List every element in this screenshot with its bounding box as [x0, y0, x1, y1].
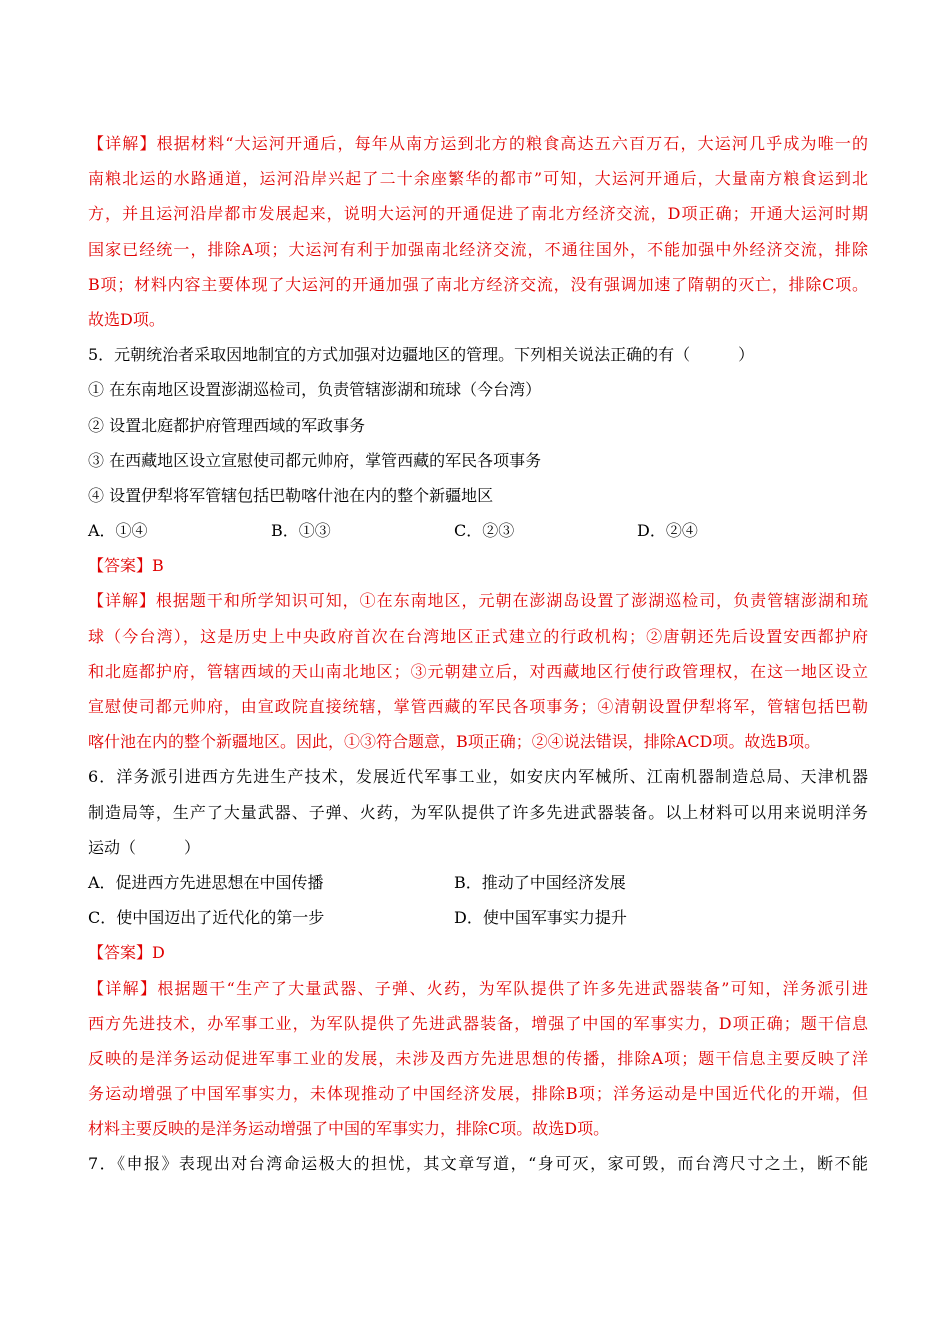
q5-item: ④ 设置伊犁将军管辖包括巴勒喀什池在内的整个新疆地区 [88, 485, 494, 505]
option-b: B．①③ [271, 521, 331, 541]
option-a: A．促进西方先进思想在中国传播 [88, 872, 324, 892]
option-c: C．使中国迈出了近代化的第一步 [88, 908, 325, 928]
option-d: D．②④ [637, 521, 698, 541]
q4-detail-line: 【详解】根据材料“大运河开通后，每年从南方运到北方的粮食高达五六百万石，大运河几乎成为唯一的 [88, 134, 868, 153]
q4-detail-line: 故选D项。 [88, 309, 165, 329]
q6-detail-line: 反映的是洋务运动促进军事工业的发展，未涉及西方先进思想的传播，排除A项；题干信息主要反映了洋 [88, 1048, 868, 1068]
q4-detail-line: B项；材料内容主要体现了大运河的开通加强了南北方经济交流，没有强调加速了隋朝的灭亡，排除C项。 [88, 274, 868, 294]
q6-detail-line: 材料主要反映的是洋务运动增强了中国的军事实力，排除C项。故选D项。 [88, 1119, 610, 1139]
q5-detail-line: 和北庭都护府，管辖西域的天山南北地区；③元朝建立后，对西藏地区行使行政管理权，在这一地区设立 [88, 661, 868, 681]
answer-value: B [152, 556, 164, 576]
q5-options [88, 513, 868, 548]
answer-tag: 【答案】 [88, 943, 153, 963]
q5-item: ① 在东南地区设置澎湖巡检司，负责管辖澎湖和琉球（今台湾） [88, 380, 542, 400]
q6-options-row [88, 865, 868, 900]
detail-tag: 【详解】 [88, 134, 157, 153]
q5-item: ② 设置北庭都护府管理西域的军政事务 [88, 415, 366, 435]
q4-detail-line: 南粮北运的水路通道，运河沿岸兴起了二十余座繁华的都市”可知，大运河开通后，大量南方粮食运到北 [88, 169, 868, 189]
q5-detail-line: 宣慰使司都元帅府，由宣政院直接统辖，掌管西藏的军民各项事务；④清朝设置伊犁将军，管辖包括巴勒 [88, 697, 868, 716]
q6-detail-line: 务运动增强了中国军事实力，未体现推动了中国经济发展，排除B项；洋务运动是中国近代化的开端，但 [88, 1084, 868, 1104]
option-a: A．①④ [88, 521, 148, 541]
q5-answer [88, 548, 868, 583]
q4-detail-line: 国家已经统一，排除A项；大运河有利于加强南北经济交流，不通往国外，不能加强中外经济交流，排除 [88, 239, 868, 259]
q6-stem-line: 运动（ ） [88, 837, 201, 857]
q6-options-row [88, 900, 868, 935]
q5-detail-line: 【详解】根据题干和所学知识可知，①在东南地区，元朝在澎湖岛设置了澎湖巡检司，负责管辖澎湖和琉 [88, 591, 868, 611]
q5-detail-line: 球（今台湾），这是历史上中央政府首次在台湾地区正式建立的行政机构；②唐朝还先后设置安西都护府 [88, 626, 868, 646]
q5-detail-line: 喀什池在内的整个新疆地区。因此，①③符合题意，B项正确；②④说法错误，排除ACD项。故选B项。 [88, 732, 821, 752]
q7-stem: 7．《申报》表现出对台湾命运极大的担忧，其文章写道，“身可灭，家可毁，而台湾尺寸之土，断不能 [88, 1154, 868, 1174]
q6-stem-line: 6．洋务派引进西方先进生产技术，发展近代军事工业，如安庆内军械所、江南机器制造总局、天津机器 [88, 767, 868, 787]
option-c: C．②③ [454, 521, 515, 541]
q4-detail-line: 方，并且运河沿岸都市发展起来，说明大运河的开通促进了南北方经济交流，D项正确；开通大运河时期 [88, 204, 868, 224]
detail-tag: 【详解】 [88, 978, 158, 998]
option-b: B．推动了中国经济发展 [454, 872, 626, 892]
q5-stem: 5．元朝统治者采取因地制宜的方式加强对边疆地区的管理。下列相关说法正确的有（ ） [88, 345, 755, 365]
q6-detail-line: 西方先进技术，办军事工业，为军队提供了先进武器装备，增强了中国的军事实力，D项正确；题干信息 [88, 1013, 868, 1033]
document-page [88, 126, 868, 1182]
option-d: D．使中国军事实力提升 [454, 908, 627, 928]
answer-value: D [152, 943, 165, 963]
detail-tag: 【详解】 [88, 591, 156, 611]
q5-item: ③ 在西藏地区设立宣慰使司都元帅府，掌管西藏的军民各项事务 [88, 450, 542, 470]
answer-tag: 【答案】 [88, 556, 153, 576]
q6-detail-line: 【详解】根据题干“生产了大量武器、子弹、火药，为军队提供了许多先进武器装备”可知，洋务派引进 [88, 978, 868, 998]
q6-answer [88, 935, 868, 970]
q6-stem-line: 制造局等，生产了大量武器、子弹、火药，为军队提供了许多先进武器装备。以上材料可以用来说明洋务 [88, 802, 868, 822]
